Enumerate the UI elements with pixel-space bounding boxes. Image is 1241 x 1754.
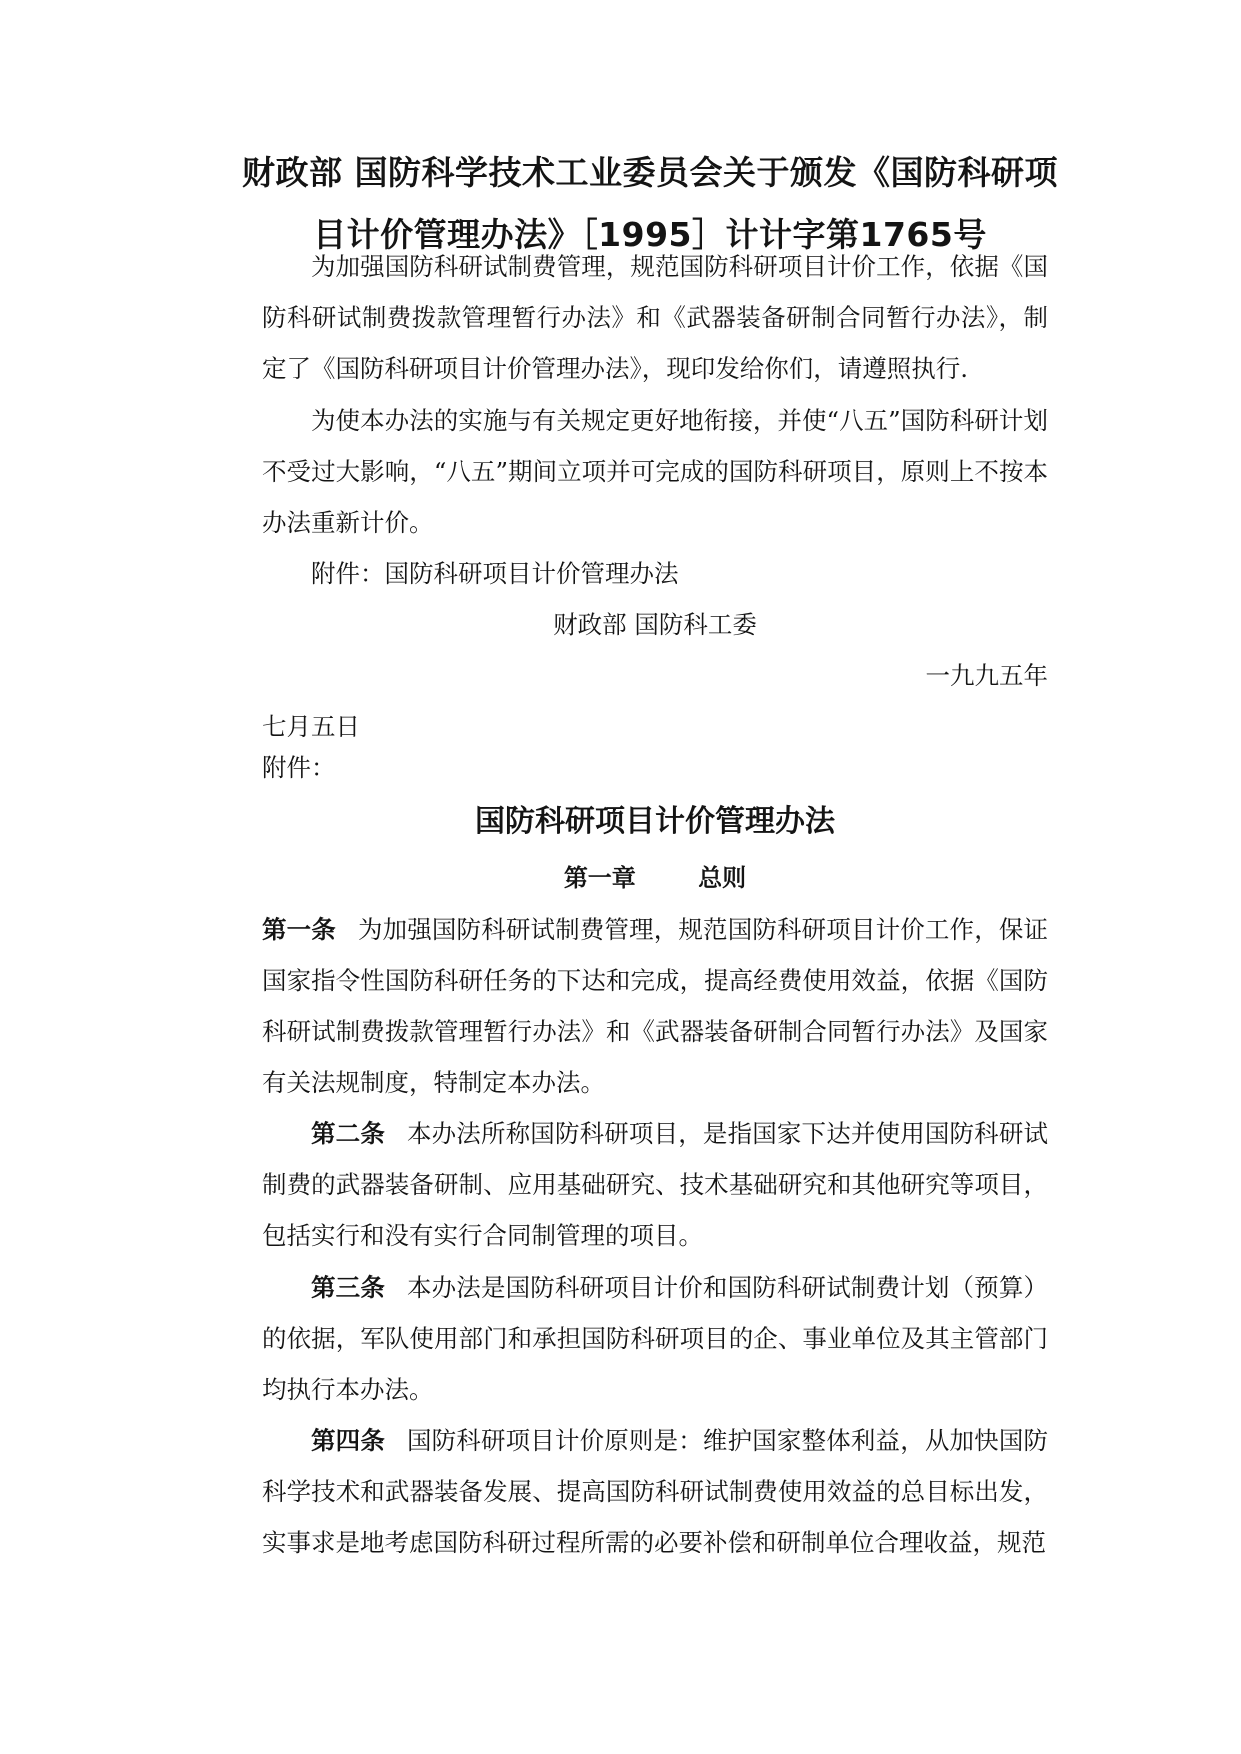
article-label: 第三条 <box>311 1273 385 1302</box>
intro-paragraph-1: 为加强国防科研试制费管理，规范国防科研项目计价工作，依据《国防科研试制费拨款管理暂行办法》和《武器装备研制合同暂行办法》，制定了《国防科研项目计价管理办法》，现印发给你们，请遵照执行. <box>262 252 1048 383</box>
article-text: 国防科研项目计价原则是：维护国家整体利益，从加快国防科学技术和武器装备发展、提高国防科研试制费使用效益的总目标出发，实事求是地考虑国防科研过程所需的必要补偿和研制单位合理收益，规范 <box>262 1426 1048 1557</box>
article-label: 第二条 <box>311 1119 385 1148</box>
date-day: 七月五日 <box>262 712 360 741</box>
article-text: 本办法是国防科研项目计价和国防科研试制费计划（预算）的依据，军队使用部门和承担国防科研项目的企、事业单位及其主管部门均执行本办法。 <box>262 1273 1048 1404</box>
article-3 <box>262 1262 1048 1415</box>
attachment-title: 国防科研项目计价管理办法 <box>475 804 835 839</box>
article-text: 为加强国防科研试制费管理，规范国防科研项目计价工作，保证国家指令性国防科研任务的下达和完成，提高经费使用效益，依据《国防科研试制费拨款管理暂行办法》和《武器装备研制合同暂行办法》及国家有关法规制度，特制定本办法。 <box>262 915 1049 1097</box>
article-label: 第四条 <box>311 1426 385 1455</box>
article-1 <box>262 904 1048 1108</box>
attachment-label: 附件： <box>262 753 336 782</box>
article-4 <box>262 1415 1048 1568</box>
intro-paragraph-2: 为使本办法的实施与有关规定更好地衔接，并使“八五”国防科研计划不受过大影响，“八五”期间立项并可完成的国防科研项目，原则上不按本办法重新计价。 <box>262 406 1048 537</box>
article-text: 本办法所称国防科研项目，是指国家下达并使用国防科研试制费的武器装备研制、应用基础研究、技术基础研究和其他研究等项目，包括实行和没有实行合同制管理的项目。 <box>262 1119 1048 1250</box>
article-2 <box>262 1108 1048 1261</box>
article-label: 第一条 <box>262 915 336 944</box>
signatories: 财政部 国防科工委 <box>553 610 757 639</box>
attachment-note: 附件：国防科研项目计价管理办法 <box>311 559 679 588</box>
chapter-heading: 第一章 总则 <box>563 864 747 892</box>
date-year: 一九九五年 <box>925 661 1048 690</box>
document-title: 财政部 国防科学技术工业委员会关于颁发《国防科研项目计价管理办法》［1995］计计字第1765号 <box>242 153 1058 254</box>
